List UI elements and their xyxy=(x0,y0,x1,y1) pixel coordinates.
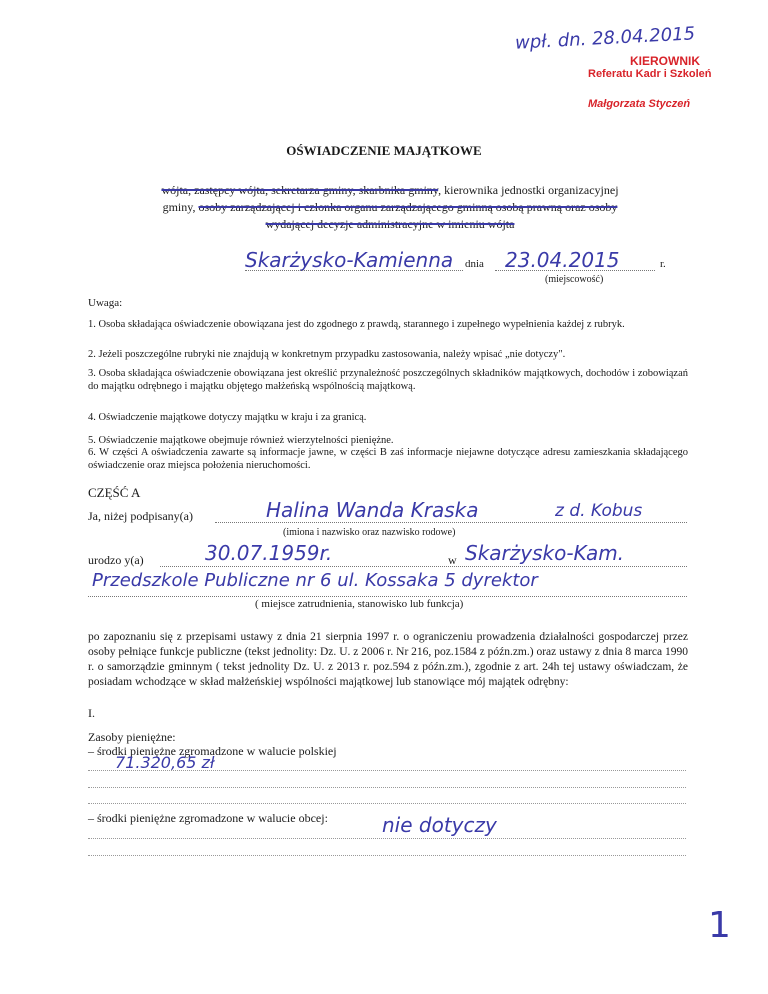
date-handwritten: 23.04.2015 xyxy=(505,248,620,272)
role-struck-3: wydającej decyzje administracyjne w imieniu wójta xyxy=(265,217,515,231)
employment-caption: ( miejsce zatrudnienia, stanowisko lub funkcja) xyxy=(255,598,464,610)
name-line xyxy=(215,522,687,523)
stamp-title: KIEROWNIK xyxy=(630,54,700,68)
note-5: 5. Oświadczenie majątkowe obejmuje również wierzytelności pieniężne. xyxy=(88,435,394,446)
note-2: 2. Jeżeli poszczególne rubryki nie znajdują w konkretnym przypadku zastosowania, należy wpisać „nie dotyczy". xyxy=(88,349,566,360)
page-mark: 1 xyxy=(708,905,731,946)
place-line xyxy=(245,270,463,271)
document-title: OŚWIADCZENIE MAJĄTKOWE xyxy=(286,143,482,158)
notes-title: Uwaga: xyxy=(88,297,123,309)
part-a-heading: CZĘŚĆ A xyxy=(88,485,141,500)
born-line xyxy=(160,566,687,567)
note-1: 1. Osoba składająca oświadczenie obowiązana jest do zgodnego z prawdą, starannego i zupełnego wypełnienia każdej z rubryk. xyxy=(88,319,625,330)
role-line-3 xyxy=(90,217,690,232)
pln-handwritten: 71.320,65 zł xyxy=(115,753,215,772)
date-line xyxy=(495,270,655,271)
note-3: 3. Osoba składająca oświadczenie obowiązana jest określić przynależność poszczególnych składników majątkowych, dochodów i zobowiązań do majątku odrębnego i majątku objętego małżeńską wspólnością majątkową. xyxy=(88,368,688,392)
name-handwritten: Halina Wanda Kraska xyxy=(266,498,479,522)
employment-line xyxy=(88,596,687,597)
employment-handwritten: Przedszkole Publiczne nr 6 ul. Kossaka 5 dyrektor xyxy=(92,570,538,591)
name-caption: (imiona i nazwisko oraz nazwisko rodowe) xyxy=(283,527,456,538)
role-line-2 xyxy=(90,200,690,215)
foreign-line-1 xyxy=(88,838,686,839)
received-note: wpł. dn. 28.04.2015 xyxy=(514,23,696,54)
birthdate-handwritten: 30.07.1959r. xyxy=(205,541,333,565)
pln-line-3 xyxy=(88,803,686,804)
place-caption: (miejscowość) xyxy=(545,274,604,285)
foreign-label: – środki pieniężne zgromadzone w walucie obcej: xyxy=(88,811,328,825)
role-struck-1: wójta, zastępcy wójta, sekretarza gminy, skarbnika gminy xyxy=(161,183,439,197)
date-label: dnia xyxy=(465,258,484,270)
foreign-line-2 xyxy=(88,855,686,856)
date-suffix: r. xyxy=(660,258,666,270)
birthplace-label: w xyxy=(448,553,457,567)
foreign-handwritten: nie dotyczy xyxy=(382,813,497,837)
stamp-name: Małgorzata Styczeń xyxy=(588,98,691,110)
pln-line-1 xyxy=(88,770,686,771)
legal-text: po zapoznaniu się z przepisami ustawy z dnia 21 sierpnia 1997 r. o ograniczeniu prowadzenia działalności gospodarczej przez osoby pełniące funkcje publiczne (tekst jednolity: Dz. U. z 2006 r. Nr 216, poz.1584 z późn.zm.) oraz ustawy z dnia 8 marca 1990 r. o samorządzie gminnym ( tekst jednolity Dz. U. z 2013 r. poz.594 z późn.zm.), zgodnie z art. 24h tej ustawy oświadczam, że posiadam wchodzące w skład małżeńskiej wspólności majątkowej lub stanowiące mój majątek odrębny: xyxy=(88,631,688,688)
pln-label: – środki pieniężne zgromadzone w walucie polskiej xyxy=(88,744,337,758)
role-struck-2: osoby zarządzającej i członka organu zarządzającego gminną osobą prawną oraz osoby xyxy=(198,200,618,214)
note-4: 4. Oświadczenie majątkowe dotyczy majątku w kraju i za granicą. xyxy=(88,412,367,423)
born-label: urodzo y(a) xyxy=(88,553,144,567)
section-number: I. xyxy=(88,706,95,720)
role-start-2: gminy, xyxy=(162,200,199,214)
section-heading: Zasoby pieniężne: xyxy=(88,730,176,744)
pln-line-2 xyxy=(88,787,686,788)
note-6: 6. W części A oświadczenia zawarte są informacje jawne, w części B zaś informacje niejawne dotyczące adresu zamieszkania składającego oświadczenie oraz miejsca położenia nieruchomości. xyxy=(88,447,688,471)
place-handwritten: Skarżysko-Kamienna xyxy=(245,248,454,272)
maiden-handwritten: z d. Kobus xyxy=(555,501,643,521)
signed-label: Ja, niżej podpisany(a) xyxy=(88,509,193,523)
role-rest-1: , kierownika jednostki organizacyjnej xyxy=(438,183,619,197)
birthplace-handwritten: Skarżysko-Kam. xyxy=(465,541,625,565)
stamp-department: Referatu Kadr i Szkoleń xyxy=(588,68,712,80)
role-line-1 xyxy=(90,183,690,198)
